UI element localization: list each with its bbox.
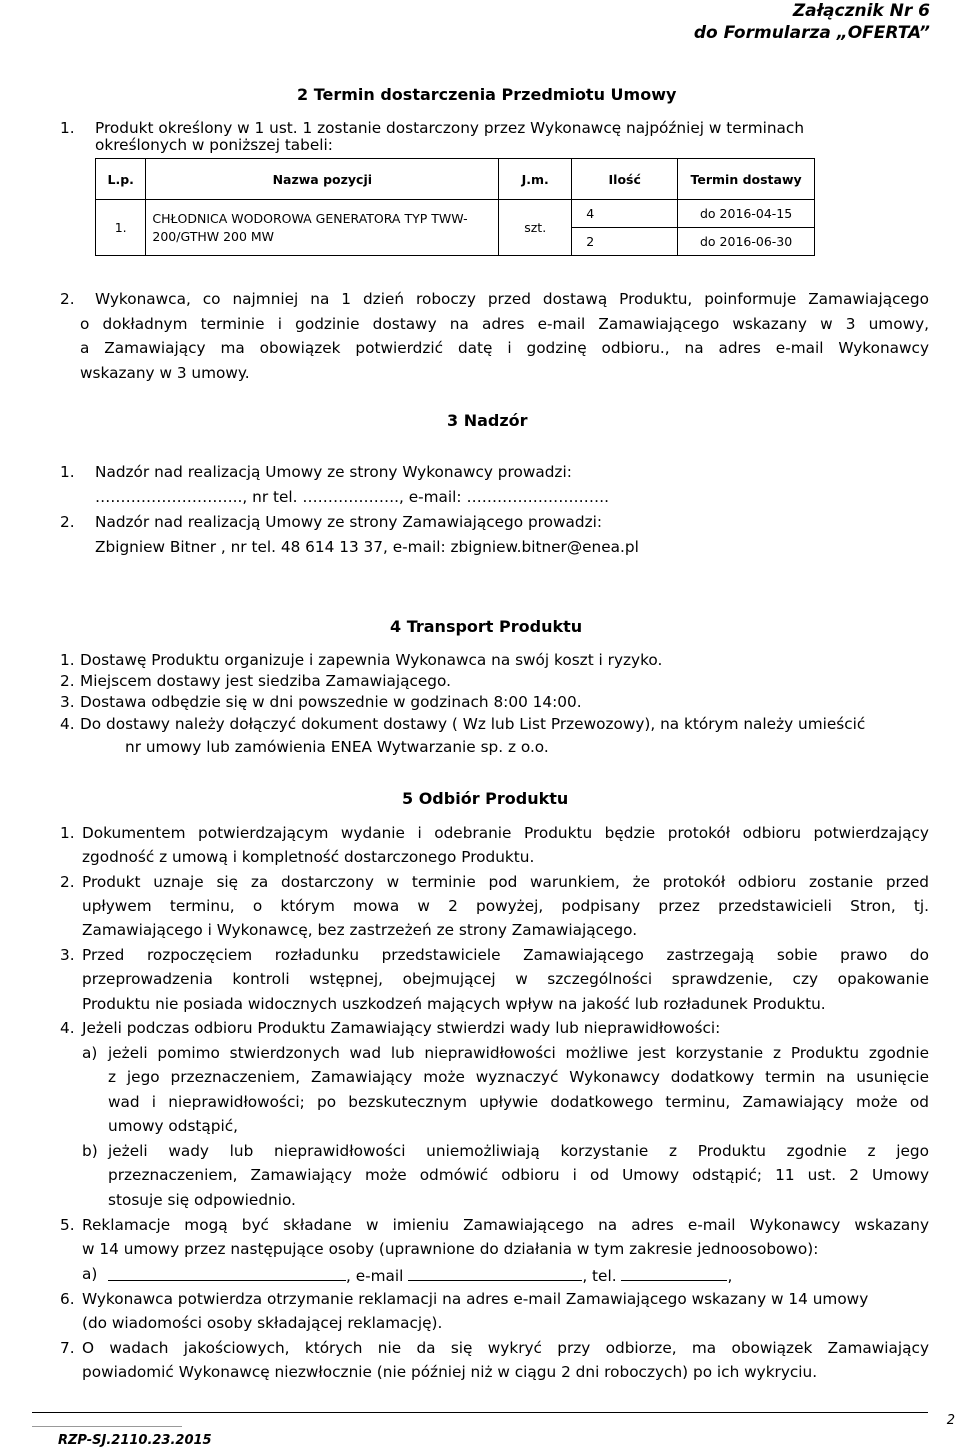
- s4-item3-text: Dostawa odbędzie się w dni powszednie w godzinach 8:00 14:00.: [80, 693, 582, 711]
- s3-item1-num: 1.: [60, 463, 75, 481]
- s5-item5-num: 5.: [60, 1216, 75, 1234]
- s4-item1-num: 1.: [60, 651, 75, 669]
- s5-item4-line1: Jeżeli podczas odbioru Produktu Zamawiający stwierdzi wady lub nieprawidłowości:: [82, 1019, 721, 1037]
- row-date-1: do 2016-04-15: [678, 200, 815, 228]
- document-reference: RZP-SJ.2110.23.2015: [58, 1433, 212, 1448]
- s4-item2-text: Miejscem dostawy jest siedziba Zamawiającego.: [80, 672, 451, 690]
- row-qty-2: 2: [572, 228, 678, 256]
- row-lp: 1.: [96, 200, 146, 256]
- s5-item6-num: 6.: [60, 1290, 75, 1308]
- s2-item2-line1: Wykonawca, co najmniej na 1 dzień roboczy przed dostawą Produktu, poinformuje Zamawiającego: [95, 290, 929, 308]
- s5-item7-line1: O wadach jakościowych, których nie da się wykryć przy odbiorze, ma obowiązek Zamawiający: [82, 1339, 929, 1357]
- section-4-title: 4 Transport Produktu: [390, 617, 583, 636]
- s5-item4-num: 4.: [60, 1019, 75, 1037]
- s2-item1-line2: określonych w poniższej tabeli:: [95, 136, 333, 154]
- s2-item2-line4: wskazany w 3 umowy.: [80, 364, 250, 382]
- section-2-title: 2 Termin dostarczenia Przedmiotu Umowy: [297, 85, 677, 104]
- col-unit: J.m.: [499, 159, 572, 200]
- s2-item1-line1: Produkt określony w 1 ust. 1 zostanie dostarczony przez Wykonawcę najpóźniej w terminach: [95, 119, 805, 137]
- s4-item4-text: Do dostawy należy dołączyć dokument dostawy ( Wz lub List Przewozowy), na którym należy umieścić: [80, 715, 866, 733]
- s3-employer-contact: Zbigniew Bitner , nr tel. 48 614 13 37, e-mail: zbigniew.bitner@enea.pl: [95, 538, 639, 556]
- complaint-email-blank[interactable]: [408, 1262, 582, 1281]
- complaint-line-end: ,: [727, 1267, 733, 1285]
- col-date: Termin dostawy: [678, 159, 815, 200]
- s5-item6-line1: Wykonawca potwierdza otrzymanie reklamacji na adres e-mail Zamawiającego wskazany w 14 umowy: [82, 1290, 869, 1308]
- page-number: 2: [946, 1413, 955, 1428]
- s5-item7-line2: powiadomić Wykonawcę niezwłocznie (nie później niż w ciągu 2 dni roboczych) po ich wykryciu.: [82, 1363, 818, 1381]
- s4-item1-text: Dostawę Produktu organizuje i zapewnia Wykonawca na swój koszt i ryzyko.: [80, 651, 663, 669]
- s5-item4a-num: a): [82, 1044, 98, 1062]
- footnote-separator: [32, 1426, 182, 1427]
- s5-item3-line2: przeprowadzenia kontroli wstępnej, obejmującej w szczególności sprawdzenie, czy opakowanie: [82, 970, 929, 988]
- s5-item1-num: 1.: [60, 824, 75, 842]
- complaint-contact-line: [108, 1262, 732, 1289]
- s5-item2-line2: upływem terminu, o którym mowa w 2 powyżej, podpisany przez przedstawicieli Stron, tj.: [82, 897, 929, 915]
- s4-item3-num: 3.: [60, 693, 75, 711]
- section-3-title: 3 Nadzór: [447, 411, 528, 430]
- s3-item1-text: Nadzór nad realizacją Umowy ze strony Wykonawcy prowadzi:: [95, 463, 572, 481]
- s4-item4-num: 4.: [60, 715, 75, 733]
- s5-item2-num: 2.: [60, 873, 75, 891]
- s3-contractor-contact: ……………………….., nr tel. ………………., e-mail: ……………………….: [95, 488, 609, 506]
- s4-item2-num: 2.: [60, 672, 75, 690]
- attachment-header: [694, 0, 930, 44]
- s5-item1-line1: Dokumentem potwierdzającym wydanie i odebranie Produktu będzie protokół odbioru potwierdzający: [82, 824, 929, 842]
- table-row: [96, 200, 815, 228]
- s5-item7-num: 7.: [60, 1339, 75, 1357]
- s5-item4a-line3: wad i nieprawidłowości; po bezskutecznym upływie dodatkowego terminu, Zamawiający może od: [108, 1093, 929, 1111]
- s5-item5-line1: Reklamacje mogą być składane w imieniu Zamawiającego na adres e-mail Wykonawcy wskazany: [82, 1216, 929, 1234]
- row-qty-1: 4: [572, 200, 678, 228]
- s4-item4-line2: nr umowy lub zamówienia ENEA Wytwarzanie sp. z o.o.: [125, 738, 549, 756]
- attachment-number: Załącznik Nr 6: [792, 1, 930, 21]
- s3-item2-num: 2.: [60, 513, 75, 531]
- s2-item2-num: 2.: [60, 290, 75, 308]
- footer-rule: [32, 1412, 928, 1413]
- col-qty: Ilość: [572, 159, 678, 200]
- s5-item4b-line1: jeżeli wady lub nieprawidłowości uniemożliwiają korzystanie z Produktu zgodnie z jego: [108, 1142, 929, 1160]
- delivery-table: [95, 158, 815, 256]
- s5-item4b-line2: przeznaczeniem, Zamawiający może odmówić odbioru i od Umowy odstąpić; 11 ust. 2 Umowy: [108, 1166, 929, 1184]
- s2-item1-num: 1.: [60, 119, 75, 137]
- s5-item5a-num: a): [82, 1265, 98, 1283]
- section-5-title: 5 Odbiór Produktu: [402, 789, 569, 808]
- s5-item3-line1: Przed rozpoczęciem rozładunku przedstawiciele Zamawiającego zastrzegają sobie prawo do: [82, 946, 929, 964]
- row-name: CHŁODNICA WODOROWA GENERATORA TYP TWW-200/GTHW 200 MW: [146, 200, 499, 256]
- complaint-tel-blank[interactable]: [621, 1262, 727, 1281]
- s3-item2-text: Nadzór nad realizacją Umowy ze strony Zamawiającego prowadzi:: [95, 513, 603, 531]
- col-name: Nazwa pozycji: [146, 159, 499, 200]
- s5-item5-line2: w 14 umowy przez następujące osoby (uprawnione do działania w tym zakresie jednoosobowo):: [82, 1240, 819, 1258]
- s5-item2-line3: Zamawiającego i Wykonawcę, bez zastrzeżeń ze strony Zamawiającego.: [82, 921, 638, 939]
- col-lp: L.p.: [96, 159, 146, 200]
- s5-item3-num: 3.: [60, 946, 75, 964]
- s2-item2-line2: o dokładnym terminie i godzinie dostawy na adres e-mail Zamawiającego wskazany w 3 umowy,: [80, 315, 929, 333]
- complaint-email-label: , e-mail: [346, 1267, 404, 1285]
- attachment-form-ref: do Formularza „OFERTA”: [693, 23, 930, 43]
- row-date-2: do 2016-06-30: [678, 228, 815, 256]
- s2-item2-line3: a Zamawiający ma obowiązek potwierdzić datę i godzinę odbioru., na adres e-mail Wykonawcy: [80, 339, 929, 357]
- row-unit: szt.: [499, 200, 572, 256]
- s5-item4b-line3: stosuje się odpowiednio.: [108, 1191, 296, 1209]
- s5-item4a-line4: umowy odstąpić,: [108, 1117, 239, 1135]
- s5-item4b-num: b): [82, 1142, 98, 1160]
- s5-item4a-line2: z jego przeznaczeniem, Zamawiający może wyznaczyć Wykonawcy dodatkowy termin na usunięcie: [108, 1068, 929, 1086]
- table-header-row: [96, 159, 815, 200]
- complaint-name-blank[interactable]: [108, 1262, 346, 1281]
- s5-item2-line1: Produkt uznaje się za dostarczony w terminie pod warunkiem, że protokół odbioru zostanie przed: [82, 873, 929, 891]
- complaint-tel-label: , tel.: [582, 1267, 617, 1285]
- s5-item1-line2: zgodność z umową i kompletność dostarczonego Produktu.: [82, 848, 535, 866]
- s5-item3-line3: Produktu nie posiada widocznych uszkodzeń mających wpływ na jakość lub rozładunek Produktu.: [82, 995, 826, 1013]
- s5-item4a-line1: jeżeli pomimo stwierdzonych wad lub nieprawidłowości możliwe jest korzystanie z Produktu zgodnie: [108, 1044, 929, 1062]
- s5-item6-line2: (do wiadomości osoby składającej reklamację).: [82, 1314, 443, 1332]
